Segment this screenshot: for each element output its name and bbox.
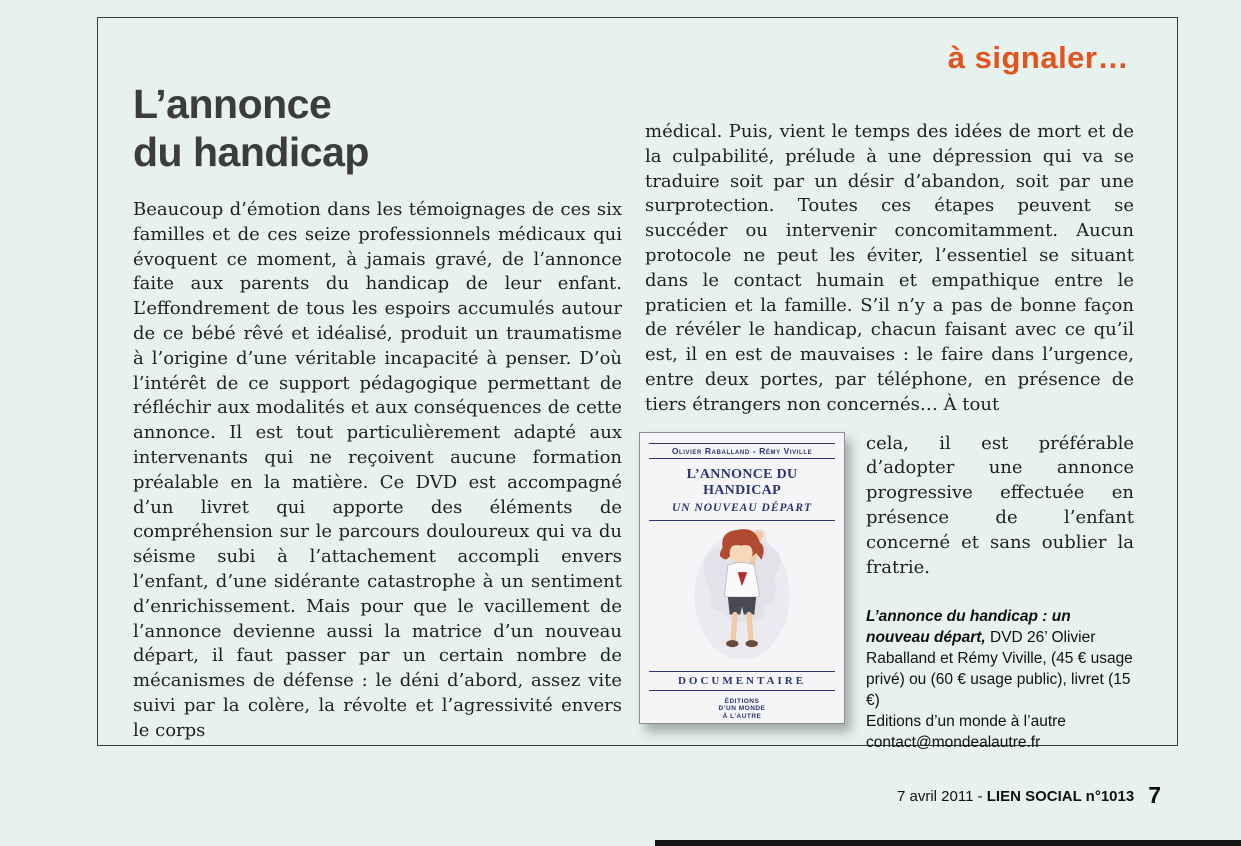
dvd-caption	[866, 606, 1134, 753]
article-body-right-top: médical. Puis, vient le temps des idées de mort et de la culpabilité, prélude à une dépression qui va se traduire soit par un désir d’abandon, soit par une surprotection. Toutes ces étapes peuvent se succéder ou intervenir concomitamment. Aucun protocole ne peut les éviter, l’essentiel se situant dans le contact humain et empathique entre le praticien et la famille. S’il n’y a pas de bonne façon de révéler le handicap, chacun faisant avec ce qu’il est, il en est de mauvaises : le faire dans l’urgence, entre deux portes, par téléphone, en présence de tiers étrangers non concernés… À tout	[645, 121, 1134, 415]
right-column	[645, 120, 1134, 753]
caption-details: DVD 26’ Olivier Raballand et Rémy Viville, (45 € usage privé) ou (60 € usage public), livret (15 €)	[866, 629, 1133, 710]
footer-date: 7 avril 2011 -	[897, 788, 987, 805]
left-column	[133, 80, 622, 744]
image-text-wrap-row	[645, 432, 1134, 754]
article-body-left: Beaucoup d’émotion dans les témoignages de ces six familles et de ces seize professionnels médicaux qui évoquent ce moment, à jamais gravé, de l’annonce faite aux parents du handicap de leur enfant. L’effondrement de tous les espoirs accumulés autour de ce bébé rêvé et idéalisé, produit un traumatisme à l’origine d’une véritable incapacité à penser. D’où l’intérêt de ce support pédagogique permettant de réfléchir aux modalités et aux conséquences de cette annonce. Il est tout particulièrement adapté aux intervenants qui ne reçoivent aucune formation préalable en la matière. Ce DVD est accompagné d’un livret qui apporte des éléments de compréhension sur le parcours douloureux qui va du séisme subi à l’attachement accompli envers l’enfant, d’une sidérante catastrophe à un sentiment d’enrichissement. Mais pour que le vacillement de l’annonce devienne aussi la matrice d’un nouveau départ, il faut passer par un certain nombre de mécanismes de défense : le déni d’abord, assez vite suivi par la colère, la révolte et l’agressivité envers le corps	[133, 199, 622, 741]
dvd-cover-publisher-logo	[719, 698, 766, 721]
caption-publisher: Editions d’un monde à l’autre	[866, 713, 1066, 731]
dvd-cover-subtitle: UN NOUVEAU DÉPART	[649, 502, 835, 521]
article-title-line2: du handicap	[133, 129, 369, 175]
footer-page-number: 7	[1148, 782, 1161, 808]
article-title	[133, 80, 622, 176]
dvd-publisher-line: D’UN MONDE	[718, 705, 766, 713]
dvd-cover-genre: DOCUMENTAIRE	[649, 671, 835, 691]
article-title-line1: L’annonce	[133, 81, 332, 127]
dvd-cover-authors: Olivier Raballand - Rémy Viville	[649, 443, 835, 459]
dvd-publisher-line: ÉDITIONS	[724, 697, 760, 705]
caption-title: L’annonce du handicap : un nouveau départ,	[866, 608, 1071, 647]
dvd-cover-title: L’ANNONCE DU HANDICAP	[686, 466, 798, 498]
manga-girl-illustration	[678, 521, 806, 671]
dvd-cover-illustration	[649, 521, 835, 671]
caption-email: contact@mondealautre.fr	[866, 734, 1041, 752]
section-header: à signaler…	[947, 40, 1129, 75]
article-body-right-beside: cela, il est préférable d’adopter une annonce progressive effectuée en présence de l’enfant concerné et sans oublier la fratrie.	[866, 432, 1134, 578]
dvd-cover	[639, 432, 845, 724]
wrapped-text-column	[866, 432, 1134, 754]
page-footer	[897, 780, 1161, 807]
dvd-publisher-line: À L’AUTRE	[722, 712, 762, 720]
footer-magazine: LIEN SOCIAL n°1013	[986, 788, 1135, 805]
scan-artifact-bar	[655, 840, 1241, 846]
